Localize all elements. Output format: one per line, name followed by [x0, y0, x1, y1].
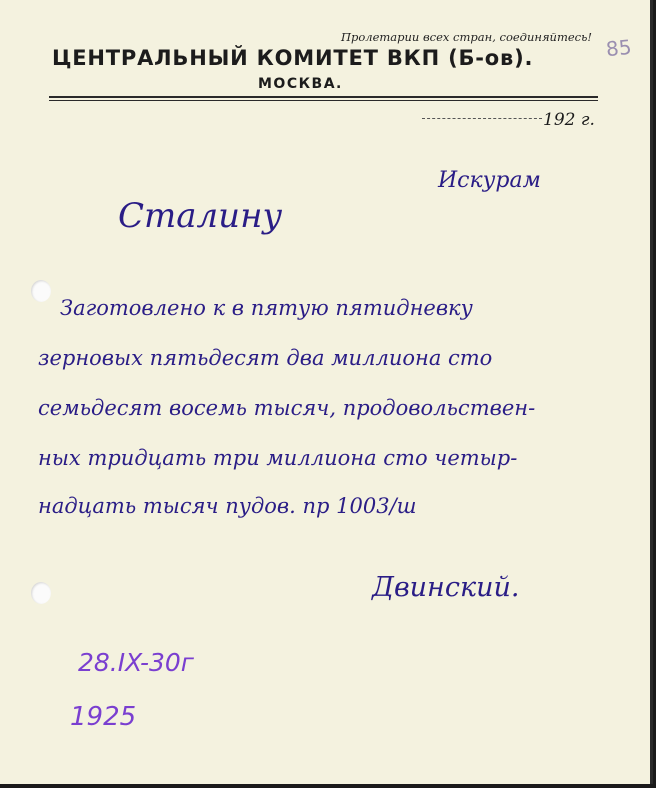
- punch-hole-top: [31, 280, 51, 302]
- body-line-4: ных тридцать три миллиона сто четыр-: [38, 446, 518, 470]
- printed-date: 192 г.: [543, 110, 595, 130]
- city-name: МОСКВА.: [258, 76, 343, 92]
- archive-number: 85: [604, 34, 633, 62]
- party-motto: Пролетарии всех стран, соединяйтесь!: [340, 30, 592, 44]
- date-fill-line: [422, 118, 542, 119]
- body-line-3: семьдесят восемь тысяч, продовольствен-: [38, 396, 536, 420]
- registry-number: 1925: [70, 702, 137, 732]
- body-line-5: надцать тысяч пудов. пр 1003/ш: [38, 494, 417, 518]
- annotation-date: 28.IX-30г: [78, 648, 194, 677]
- signature: Двинский.: [372, 572, 520, 603]
- header-rule-thin: [49, 100, 598, 101]
- header-rule: [49, 96, 598, 98]
- addressee: Сталину: [118, 196, 283, 236]
- punch-hole-bottom: [31, 582, 51, 604]
- body-line-2: зерновых пятьдесят два миллиона сто: [38, 346, 493, 370]
- body-line-1: Заготовлено к в пятую пятидневку: [60, 296, 473, 320]
- organization-title: ЦЕНТРАЛЬНЫЙ КОМИТЕТ ВКП (Б-ов).: [52, 46, 534, 70]
- location-note: Искурам: [438, 168, 541, 193]
